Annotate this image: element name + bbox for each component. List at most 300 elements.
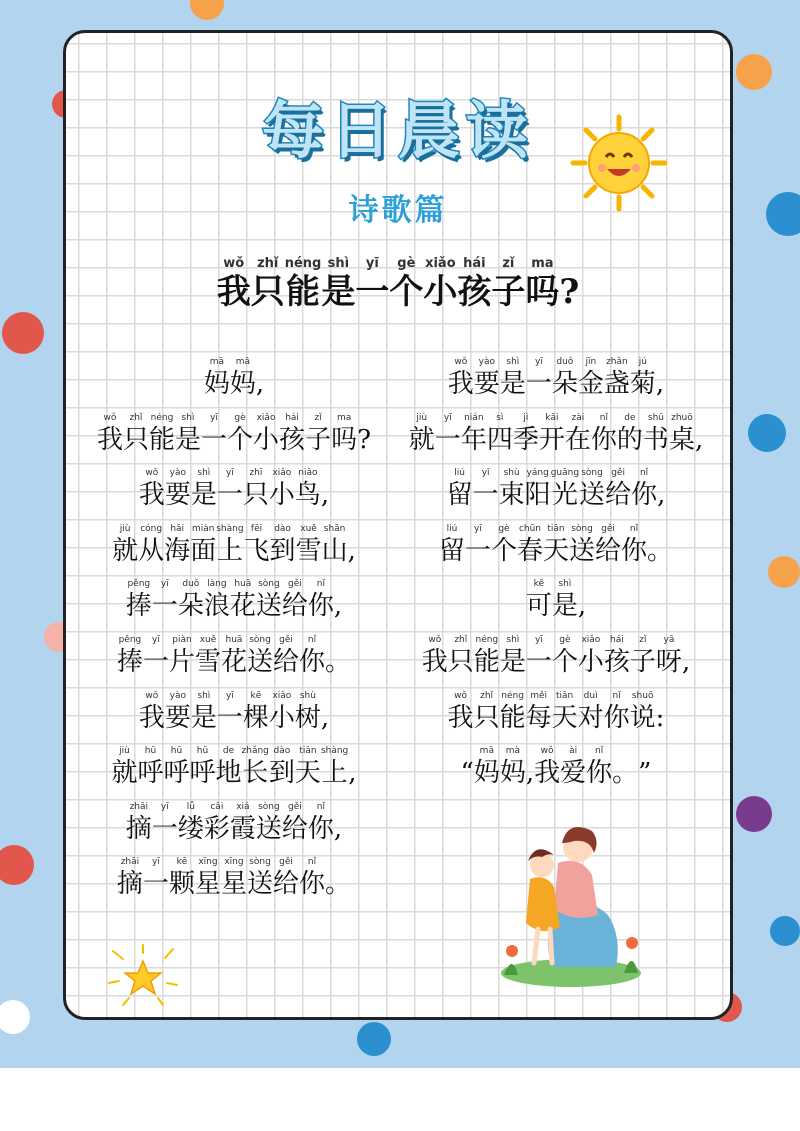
poem-char-unit [191, 690, 217, 734]
pinyin-label: jiù [119, 746, 130, 757]
poem-char-unit [422, 634, 448, 678]
pinyin-label: wǒ [223, 256, 245, 271]
poem-char-unit [169, 856, 195, 900]
pinyin-label: shì [327, 256, 350, 271]
pinyin-label: hū [144, 746, 157, 757]
poem-char-unit [138, 523, 164, 567]
hanzi-char: 每 [525, 702, 552, 733]
poem-line-right [396, 356, 716, 400]
poem-line-left [84, 523, 384, 567]
pinyin-label: jú [638, 357, 648, 367]
poem-char-unit [604, 634, 630, 678]
pinyin-label: yī [225, 468, 234, 479]
poem-char-unit [682, 634, 690, 678]
pinyin-label: shì [506, 357, 520, 367]
hanzi-char: 吗 [525, 272, 560, 312]
hanzi-char: 摘 [125, 813, 152, 844]
hanzi-char: 要 [164, 702, 191, 733]
hanzi-char: 能 [473, 647, 500, 677]
poem-char-unit [195, 856, 221, 900]
hanzi-char: 彩 [203, 813, 230, 844]
hanzi-char: 就 [408, 424, 435, 455]
pinyin-label: huā [225, 635, 243, 645]
hanzi-char: 只 [447, 647, 474, 677]
pinyin-label: mā [479, 746, 494, 757]
pinyin-label: hǎi [170, 523, 185, 534]
pinyin-label: shù [503, 468, 520, 479]
pinyin-label: xiǎo [272, 690, 292, 701]
poem-char-unit [126, 801, 152, 845]
poem-char-unit [473, 467, 499, 511]
hanzi-char: 菊 [629, 369, 656, 399]
hanzi-char: , [320, 702, 330, 733]
poem-char-unit [190, 523, 216, 567]
pinyin-label: shàng [216, 523, 244, 534]
poem-char-unit [669, 412, 695, 456]
hanzi-char: 一 [525, 369, 552, 399]
poem-line-left [84, 856, 384, 900]
pinyin-label: shì [558, 579, 572, 590]
hanzi-char: 四 [486, 424, 513, 455]
hanzi-char: 说 [629, 702, 656, 733]
pinyin-label: hái [610, 635, 624, 645]
hanzi-char: 呼 [163, 758, 190, 789]
poem-char-unit [165, 690, 191, 734]
pinyin-label: shù [299, 690, 316, 701]
poem-char-unit [191, 467, 217, 511]
poem-char-unit [299, 634, 325, 678]
hanzi-char: 光 [551, 480, 578, 511]
poem-char-unit [539, 412, 565, 456]
poem-char-unit [657, 467, 665, 511]
hanzi-char: 送 [569, 535, 596, 566]
poem-char-unit [525, 467, 551, 511]
poem-char-unit [513, 412, 539, 456]
hanzi-char: 是 [190, 702, 217, 733]
hanzi-char: 给 [281, 591, 308, 622]
pinyin-label: cóng [140, 523, 163, 534]
hanzi-char: 小 [577, 647, 604, 677]
pinyin-label: zài [571, 412, 585, 423]
decor-dot [768, 556, 800, 588]
poem-char-unit [656, 690, 665, 734]
poem-line-left [84, 801, 384, 845]
poem-char-unit [204, 356, 230, 400]
poem-char-unit [204, 578, 230, 622]
pinyin-label: wǒ [540, 746, 554, 757]
pinyin-label: de [222, 746, 235, 757]
poem-char-unit [216, 745, 242, 789]
hanzi-char: 我 [96, 424, 123, 455]
decor-dot [2, 312, 44, 354]
poem-char-unit [525, 255, 559, 312]
poem-char-unit [578, 690, 604, 734]
poem-line-right [396, 412, 716, 456]
poem-char-unit [308, 801, 334, 845]
poem-char-unit [526, 578, 552, 622]
pinyin-label: gè [559, 635, 571, 645]
pinyin-label: néng [475, 635, 499, 645]
hanzi-char: 爱 [560, 758, 587, 789]
hanzi-char: 雪 [295, 535, 322, 566]
poem-char-unit [334, 578, 342, 622]
hanzi-char: , [681, 647, 691, 677]
poem-char-unit [221, 634, 247, 678]
pinyin-label: zhǎn [606, 357, 628, 367]
hanzi-char: 只 [242, 480, 269, 511]
pinyin-label: sòng [581, 468, 603, 479]
hanzi-char: 天 [542, 535, 569, 566]
pinyin-label: sòng [571, 523, 593, 534]
hanzi-char: 要 [473, 369, 500, 399]
poem-char-unit [595, 523, 621, 567]
hanzi-char: 上 [216, 535, 243, 566]
pinyin-label: mā [235, 357, 251, 367]
poem-char-unit [256, 801, 282, 845]
poem-char-unit [656, 634, 682, 678]
poem-line-right [396, 467, 716, 511]
hanzi-char: 是 [321, 272, 356, 312]
poem-char-unit [204, 801, 230, 845]
poem-char-unit [448, 356, 474, 400]
pinyin-label: zhǐ [480, 690, 494, 701]
hanzi-char: 上 [321, 758, 348, 789]
poem-line-right [396, 578, 716, 622]
poem-char-unit [321, 467, 329, 511]
pinyin-label: gè [397, 256, 416, 271]
hanzi-char: 一 [355, 272, 390, 312]
pinyin-label: shuō [631, 690, 654, 701]
poem-char-unit [552, 578, 578, 622]
poem-char-unit [331, 412, 357, 456]
hanzi-char: 你 [631, 480, 658, 511]
poem-char-unit [321, 690, 329, 734]
poem-line-left [84, 467, 384, 511]
pinyin-label: shì [197, 468, 211, 479]
hanzi-char: 送 [247, 869, 274, 900]
pinyin-label: zhuō [671, 412, 693, 423]
hanzi-char: 呼 [137, 758, 164, 789]
hanzi-char: , [348, 758, 357, 789]
poem-char-unit [190, 745, 216, 789]
pinyin-label: jiù [119, 523, 131, 534]
poem-char-unit [216, 523, 243, 567]
hanzi-char: ” [638, 758, 652, 789]
pinyin-label: huā [234, 579, 252, 590]
hanzi-char: 年 [460, 424, 487, 455]
poem-char-unit [321, 745, 348, 789]
pinyin-label: sòng [249, 635, 271, 645]
hanzi-char: 就 [111, 758, 138, 789]
poem-char-unit [295, 745, 321, 789]
poem-char-unit [695, 412, 703, 456]
hanzi-char: 送 [255, 813, 282, 844]
hanzi-char: 妈 [499, 758, 526, 789]
hanzi-char: ? [559, 272, 580, 312]
hanzi-char: , [655, 369, 665, 399]
pinyin-label: tiān [299, 746, 317, 757]
poem-char-unit [273, 634, 299, 678]
poem-line-right [396, 523, 716, 567]
hanzi-char: 面 [190, 535, 217, 566]
poem-char-unit [656, 356, 664, 400]
pinyin-label: zǐ [639, 635, 647, 645]
pinyin-label: xīng [224, 857, 244, 868]
poem-line-left [84, 578, 384, 622]
pinyin-label: gěi [279, 857, 293, 868]
hanzi-char: , [577, 591, 587, 622]
pinyin-label: shàng [320, 746, 349, 757]
poem-char-unit [270, 523, 296, 567]
hanzi-char: 妈 [203, 369, 230, 399]
pinyin-label: jīn [585, 357, 597, 367]
poem-char-unit [630, 634, 656, 678]
pinyin-label: nǐ [595, 746, 604, 757]
pinyin-label: wǒ [454, 357, 468, 367]
hanzi-char: , [694, 424, 704, 455]
pinyin-label: zhǐ [257, 256, 279, 271]
pinyin-label: hū [170, 746, 183, 757]
pinyin-label: ma [336, 412, 352, 423]
pinyin-label: zhāi [120, 857, 140, 868]
hanzi-char: 金 [577, 369, 604, 399]
pinyin-label: gěi [288, 801, 302, 812]
hanzi-char: 到 [269, 535, 296, 566]
hanzi-char: 摘 [116, 869, 143, 900]
hanzi-char: 我 [447, 702, 474, 733]
hanzi-char: 就 [112, 535, 139, 566]
poem-char-unit [308, 578, 334, 622]
poem-char-unit [552, 356, 578, 400]
poem-char-unit [439, 523, 465, 567]
poem-char-unit [357, 412, 371, 456]
poem-char-unit [630, 690, 656, 734]
poem-char-unit [526, 690, 552, 734]
hanzi-char: 。 [612, 758, 639, 789]
hanzi-char: 你 [299, 869, 326, 900]
pinyin-label: xuě [300, 523, 317, 534]
poem-char-unit [243, 690, 269, 734]
poem-char-unit [201, 412, 227, 456]
pinyin-label: nián [464, 412, 484, 423]
poem-char-unit [282, 801, 308, 845]
hanzi-char: , [347, 535, 356, 566]
hanzi-char: 桌 [668, 424, 695, 455]
hanzi-char: 季 [512, 424, 539, 455]
hanzi-char: 给 [273, 647, 300, 677]
decor-dot [766, 192, 800, 236]
pinyin-label: nǐ [599, 412, 608, 423]
hanzi-char: 一 [216, 480, 243, 511]
pinyin-label: zhǐ [129, 412, 143, 423]
hanzi-char: 只 [473, 702, 500, 733]
hanzi-char: 我 [138, 702, 165, 733]
pinyin-label: yī [365, 256, 379, 271]
poem-line-left [84, 690, 384, 734]
poem-line-left [84, 412, 384, 456]
hanzi-char: 。 [325, 869, 352, 900]
poem-char-unit [435, 412, 461, 456]
poem-char-unit [491, 523, 517, 567]
hanzi-char: 能 [286, 272, 321, 312]
pinyin-label: xiǎo [272, 468, 292, 479]
poem-char-unit [552, 690, 578, 734]
hanzi-char: 星 [220, 869, 247, 900]
hanzi-char: , [657, 480, 666, 511]
pinyin-label: yī [534, 635, 543, 645]
hanzi-char: 个 [551, 647, 578, 677]
hanzi-char: , [525, 758, 535, 789]
hanzi-char: 只 [122, 424, 149, 455]
poem-char-unit [139, 690, 165, 734]
pinyin-label: shì [506, 635, 520, 645]
poem-char-unit [163, 745, 189, 789]
hanzi-char: 棵 [242, 702, 269, 733]
poem-char-unit [604, 690, 630, 734]
poem-char-unit [389, 255, 423, 312]
hanzi-char: 你 [307, 591, 334, 622]
poem-char-unit [578, 356, 604, 400]
hanzi-char: 一 [464, 535, 491, 566]
pinyin-label: kāi [545, 412, 559, 423]
poem-char-unit [296, 523, 322, 567]
pinyin-label: shì [197, 690, 211, 701]
hanzi-char: 一 [201, 424, 228, 455]
pinyin-label: yī [160, 579, 169, 590]
poem-char-unit [461, 745, 474, 789]
pinyin-label: cǎi [210, 801, 224, 812]
pinyin-label: yào [169, 690, 187, 701]
hanzi-char: 朵 [177, 591, 204, 622]
pinyin-label: yī [534, 357, 543, 367]
hanzi-char: , [333, 813, 343, 844]
hanzi-char: 孩 [457, 272, 492, 312]
pinyin-label: wǒ [103, 412, 117, 423]
pinyin-label: dào [273, 746, 291, 757]
pinyin-label: yào [478, 357, 495, 367]
pinyin-label: yī [152, 857, 160, 868]
pinyin-label: pěng [118, 635, 142, 645]
pinyin-label: jiù [416, 412, 428, 423]
decor-dot [736, 796, 772, 832]
poem-char-unit [217, 255, 251, 312]
poem-char-unit [334, 801, 342, 845]
hanzi-char: 地 [215, 758, 242, 789]
poem-char-unit [499, 467, 525, 511]
pinyin-label: ài [569, 746, 578, 757]
hanzi-char: 一 [525, 647, 552, 677]
pinyin-label: hū [196, 746, 209, 757]
hanzi-char: 捧 [116, 647, 143, 677]
hanzi-char: 小 [268, 480, 295, 511]
pinyin-label: yī [481, 468, 490, 479]
pinyin-label: nǐ [639, 468, 649, 479]
pinyin-label: shū [647, 412, 664, 423]
hanzi-char: 花 [220, 647, 247, 677]
poem-title [66, 255, 730, 312]
hanzi-char: 是 [499, 647, 526, 677]
poem-char-unit [165, 467, 191, 511]
poem-char-unit [559, 255, 579, 312]
hanzi-char: 书 [642, 424, 669, 455]
hanzi-char: 缕 [177, 813, 204, 844]
pinyin-label: nǐ [307, 857, 317, 868]
pinyin-label: wǒ [145, 468, 159, 479]
hanzi-char: 能 [148, 424, 175, 455]
poem-char-unit [126, 578, 152, 622]
pinyin-label: néng [150, 412, 174, 423]
hanzi-char: 你 [307, 813, 334, 844]
poem-char-unit [256, 578, 282, 622]
hanzi-char: 一 [151, 813, 178, 844]
poem-char-unit [111, 745, 137, 789]
poem-char-unit [543, 523, 569, 567]
poem-char-unit [282, 578, 308, 622]
poem-char-unit [230, 801, 256, 845]
poem-char-unit [565, 412, 591, 456]
pinyin-label: yī [474, 523, 482, 534]
pinyin-label: yī [443, 412, 452, 423]
poem-char-unit [348, 523, 356, 567]
pinyin-label: miàn [191, 523, 215, 534]
pinyin-label: gěi [611, 468, 625, 479]
poem-char-unit [285, 255, 322, 312]
pinyin-label: gěi [288, 579, 302, 590]
hanzi-char: 飞 [243, 535, 270, 566]
poem-char-unit [500, 634, 526, 678]
pinyin-label: sì [496, 412, 504, 423]
hanzi-char: 。 [325, 647, 352, 677]
hanzi-char: 给 [595, 535, 622, 566]
pinyin-label: xiǎo [425, 256, 456, 271]
hanzi-char: 开 [538, 424, 565, 455]
hanzi-char: , [333, 591, 343, 622]
pinyin-label: yī [225, 690, 234, 701]
pinyin-label: gè [498, 523, 510, 534]
poem-char-unit [269, 745, 295, 789]
pinyin-label: sòng [258, 801, 280, 812]
pinyin-label: gè [234, 412, 246, 423]
pinyin-label: duǒ [556, 357, 574, 367]
hanzi-char: 。 [647, 535, 674, 566]
pinyin-label: néng [501, 690, 524, 701]
poem-char-unit [169, 634, 195, 678]
poem-char-unit [457, 255, 491, 312]
hanzi-char: 小 [268, 702, 295, 733]
poem-char-unit [112, 523, 138, 567]
hanzi-char: 呼 [189, 758, 216, 789]
pinyin-label: zǐ [314, 412, 322, 423]
hanzi-char: “ [460, 758, 474, 789]
pinyin-label: zhǎng [241, 746, 269, 757]
pinyin-label: yào [169, 468, 187, 479]
pinyin-label: duì [583, 690, 598, 701]
poem-char-unit [123, 412, 149, 456]
poem-char-unit [534, 745, 560, 789]
poem-char-unit [591, 412, 617, 456]
pinyin-label: tiān [555, 690, 574, 701]
hanzi-char: 到 [268, 758, 295, 789]
pinyin-label: zhǐ [454, 635, 468, 645]
mother-hugging-child-illustration [496, 813, 646, 993]
pinyin-label: shān [323, 523, 346, 534]
poem-char-unit [137, 745, 163, 789]
poem-char-unit [243, 467, 269, 511]
poem-char-unit [579, 467, 605, 511]
hanzi-char: 子 [629, 647, 656, 677]
poem-char-unit [178, 801, 204, 845]
hanzi-char: 我 [138, 480, 165, 511]
